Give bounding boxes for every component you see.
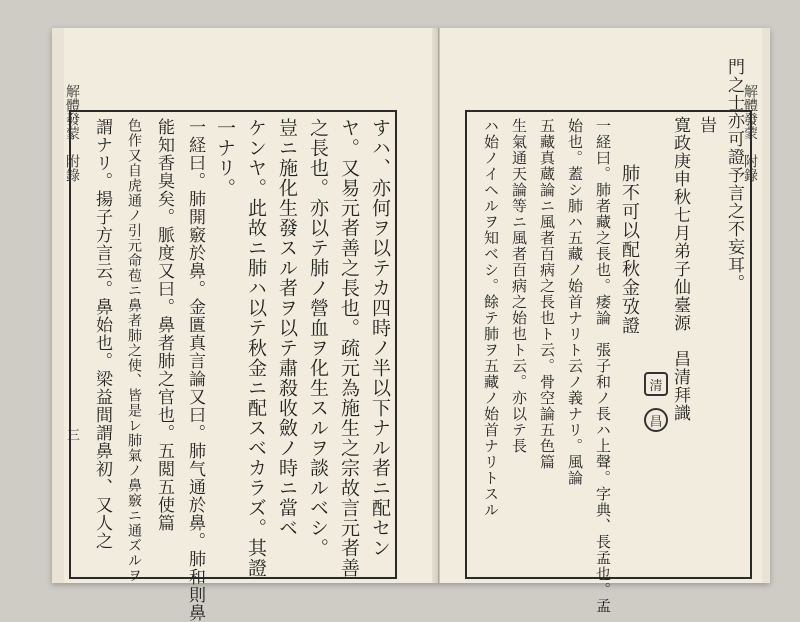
right-column-4: 肺不可以配秋金攷證: [619, 164, 640, 335]
right-column-8: 生氣通天論等ニ風者百病之始也ト云。亦以テ長: [510, 118, 528, 454]
right-page: [440, 28, 762, 614]
right-column-6: 始也。蓋シ肺ハ五藏ノ始首ナリト云ノ義ナリ。風論: [566, 118, 584, 486]
left-column-4: 豈ニ施化生發スル者ヲ以テ肅殺收斂ノ時ニ當ベ: [276, 118, 298, 538]
left-page: [64, 28, 439, 622]
seal-round: 昌: [644, 408, 668, 432]
left-column-8: 能知香臭矣。脈度又曰。鼻者肺之官也。五閲五使篇: [154, 118, 174, 532]
left-fold-label: 解體發蒙 附錄: [64, 84, 80, 182]
left-column-6: 一ナリ。: [214, 118, 236, 198]
right-column-9: ハ始ノイヘルヲ知ベシ。餘テ肺ヲ五藏ノ始首ナリトスル: [482, 118, 500, 518]
left-column-10: 謂ナリ。揚子方言云。鼻始也。梁益間謂鼻初、又人之: [92, 118, 112, 550]
left-column-5: ケンヤ。此故ニ肺ハ以テ秋金ニ配スベカラズ。其證: [245, 118, 267, 578]
seal-square: 清: [644, 372, 668, 396]
right-column-3: 寛政庚申秋七月弟子仙臺源 昌清拜識: [670, 116, 690, 422]
right-column-1: 門之士亦可證予言之不妄耳。: [724, 58, 744, 292]
right-column-2: 旹: [696, 116, 716, 134]
left-text-frame: [69, 110, 397, 622]
right-column-5: 一経曰。肺者藏之長也。痿論 張子和ノ長ハ上聲。字典、長孟也。孟: [594, 118, 612, 614]
right-column-7: 五藏真蔵論ニ風者百病之長也ト云。骨空論五色篇: [538, 118, 556, 470]
left-column-3: 之長也。亦以テ肺ノ營血ヲ化生スルヲ談ルベシ。: [307, 118, 329, 558]
left-column-1: すハ、亦何ヲ以テカ四時ノ半以下ナル者ニ配セン: [369, 118, 391, 558]
left-fold-page-number: 三: [64, 428, 79, 441]
left-column-9: 色作又自虎通ノ引元命苞ニ鼻者肺之使、皆是レ肺氣ノ鼻竅ニ通ズルヲ: [126, 118, 142, 583]
book-spread: [52, 28, 770, 622]
left-column-7: 一経曰。肺開竅於鼻。金匱真言論又曰。肺气通於鼻。肺和則鼻: [185, 118, 205, 622]
right-fold-label: 解體發蒙 附錄: [742, 84, 758, 182]
left-column-2: ヤ。又易元者善之長也。疏元為施生之宗故言元者善: [338, 118, 360, 578]
